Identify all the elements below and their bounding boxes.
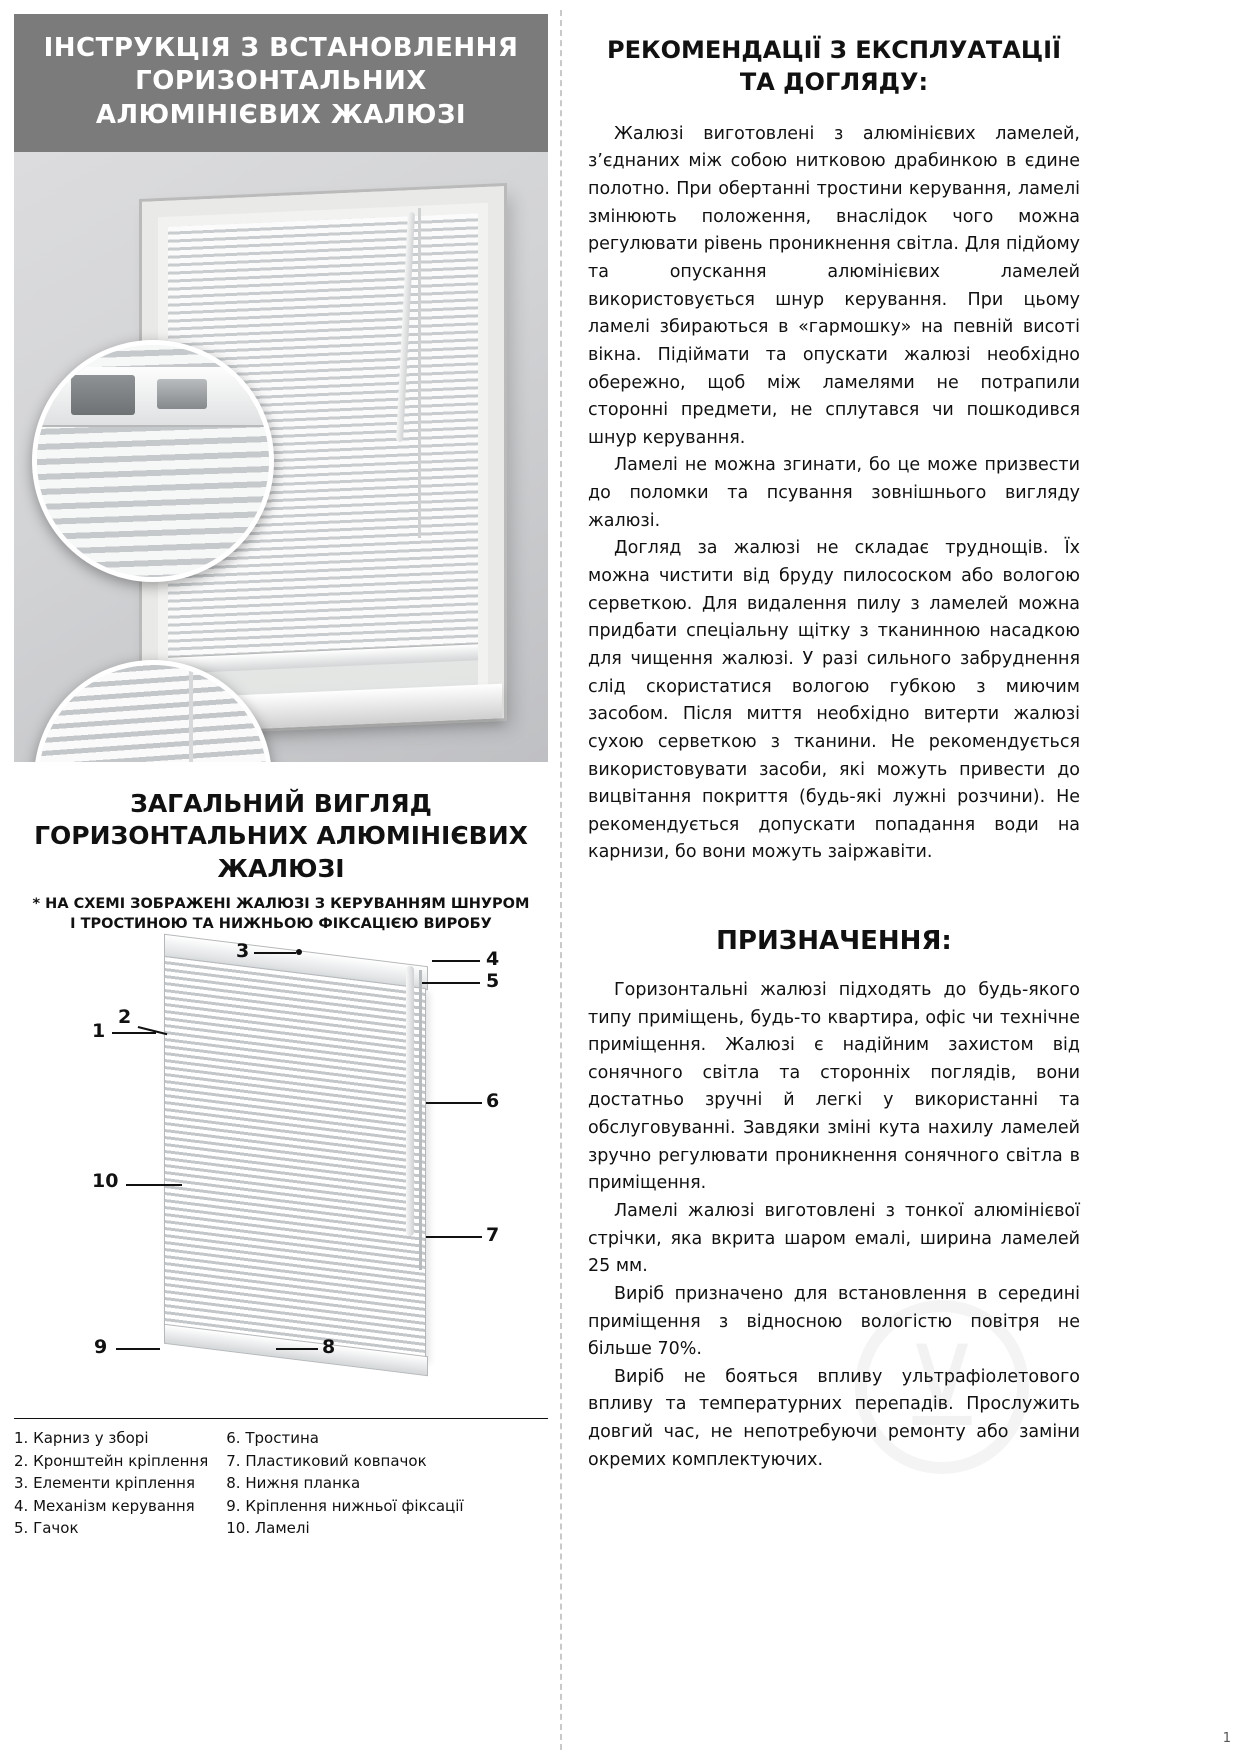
callout-7: 7	[486, 1224, 500, 1247]
overview-note: * НА СХЕМІ ЗОБРАЖЕНІ ЖАЛЮЗІ З КЕРУВАННЯМ ШНУРОМ І ТРОСТИНОЮ ТА НИЖНЬОЮ ФІКСАЦІЄЮ ВИРОБУ	[32, 896, 530, 932]
purpose-body	[588, 977, 1080, 1475]
list-item: 8. Нижня планка	[226, 1474, 361, 1493]
blind-diagram	[14, 940, 548, 1414]
callout-5: 5	[486, 970, 500, 993]
list-item: 3. Елементи кріплення	[14, 1474, 195, 1493]
paragraph: Виріб не бояться впливу ультрафіолетового впливу та температурних перепадів. Прослужить довгий час, не непотребуючи ремонту або заміни окремих комплектуючих.	[588, 1366, 1080, 1470]
list-item: 7. Пластиковий ковпачок	[226, 1451, 427, 1470]
callout-1: 1	[92, 1020, 106, 1043]
legend-column-right	[226, 1427, 463, 1540]
list-item: 4. Механізм керування	[14, 1496, 195, 1515]
watermark-icon: ⊻	[855, 1300, 1029, 1474]
diagram-wand	[406, 966, 414, 1236]
legend	[14, 1418, 548, 1540]
paragraph: Догляд за жалюзі не складає труднощів. Їх можна чистити від бруду пилососком або вологою серветкою. Для видалення пилу з ламелей можна придбати спеціальну щітку з тканинною насадкою для чищення жалюзі. У разі сильного забруднення слід скористатися вологою губкою з миючим засобом. Після миття необхідно витерти жалюзі сухою серветкою з тканини. Не рекомендується використовувати засоби, які можуть привести до вицвітання покриття (будь-які лужні розчини). Не рекомендується допускати попадання води на карнизи, бо вони можуть заіржавіти.	[588, 538, 1080, 863]
callout-4: 4	[486, 948, 500, 971]
callout-6: 6	[486, 1090, 500, 1113]
paragraph: Виріб призначено для встановлення в середині приміщення з відносною вологістю повітря не більше 70%.	[588, 1283, 1080, 1360]
callout-8: 8	[322, 1336, 336, 1359]
callout-9: 9	[94, 1336, 108, 1359]
paragraph: Жалюзі виготовлені з алюмінієвих ламелей, з’єднаних між собою нитковою драбинкою в єдине полотно. При обертанні тростини керування, ламелі змінюють положення, внаслідок чого можна регулювати рівень проникнення світла. Для підйому та опускання алюмінієвих ламелей використовується шнур керування. При цьому ламелі збираються в «гармошку» на певній висоті вікна. Підіймати та опускати жалюзі необхідно обережно, щоб між ламелями не потрапили сторонні предмети, не сплутався чи пошкодився шнур керування.	[588, 123, 1080, 448]
zoom-detail-top-icon	[32, 340, 274, 582]
left-column	[14, 14, 548, 1540]
care-title: РЕКОМЕНДАЦІЇ З ЕКСПЛУАТАЦІЇ ТА ДОГЛЯДУ:	[607, 36, 1061, 97]
diagram-cord	[419, 970, 422, 1270]
page-number: 1	[1222, 1731, 1231, 1746]
column-divider	[560, 10, 562, 1750]
list-item: 5. Гачок	[14, 1519, 79, 1538]
callout-2: 2	[118, 1006, 132, 1029]
diagram-slats	[164, 956, 426, 1360]
overview-header: ЗАГАЛЬНИЙ ВИГЛЯД ГОРИЗОНТАЛЬНИХ АЛЮМІНІЄВИХ ЖАЛЮЗІ	[34, 788, 528, 883]
list-item: 9. Кріплення нижньої фіксації	[226, 1496, 464, 1515]
paragraph: Горизонтальні жалюзі підходять до будь-якого типу приміщень, будь-то квартира, офіс чи технічне приміщення. Жалюзі є надійним захистом від сонячного світла та сторонніх поглядів, вони достатньо зручні й легкі у використанні та обслуговуванні. Завдяки зміні кута нахилу ламелей зручно регулювати проникнення сонячного світла в приміщення.	[588, 979, 1080, 1194]
control-cord	[418, 208, 421, 538]
list-item: 1. Карниз у зборі	[14, 1429, 149, 1448]
list-item: 2. Кронштейн кріплення	[14, 1451, 209, 1470]
list-item: 10. Ламелі	[226, 1519, 310, 1538]
purpose-title: ПРИЗНАЧЕННЯ:	[716, 926, 952, 957]
list-item: 6. Тростина	[226, 1429, 319, 1448]
zoom-detail-bottom-icon	[34, 660, 272, 762]
callout-10: 10	[92, 1170, 119, 1193]
paragraph: Ламелі жалюзі виготовлені з тонкої алюмінієвої стрічки, яка вкрита шаром емалі, ширина ламелей 25 мм.	[588, 1201, 1080, 1277]
right-column	[588, 34, 1080, 1474]
paragraph: Ламелі не можна згинати, бо це може призвести до поломки та псування зовнішнього вигляду жалюзі.	[588, 455, 1080, 531]
callout-3: 3	[236, 940, 250, 963]
legend-column-left	[14, 1427, 208, 1540]
care-body	[588, 121, 1080, 867]
installation-photo	[14, 152, 548, 762]
install-header: ІНСТРУКЦІЯ З ВСТАНОВЛЕННЯ ГОРИЗОНТАЛЬНИХ АЛЮМІНІЄВИХ ЖАЛЮЗІ	[14, 14, 548, 152]
